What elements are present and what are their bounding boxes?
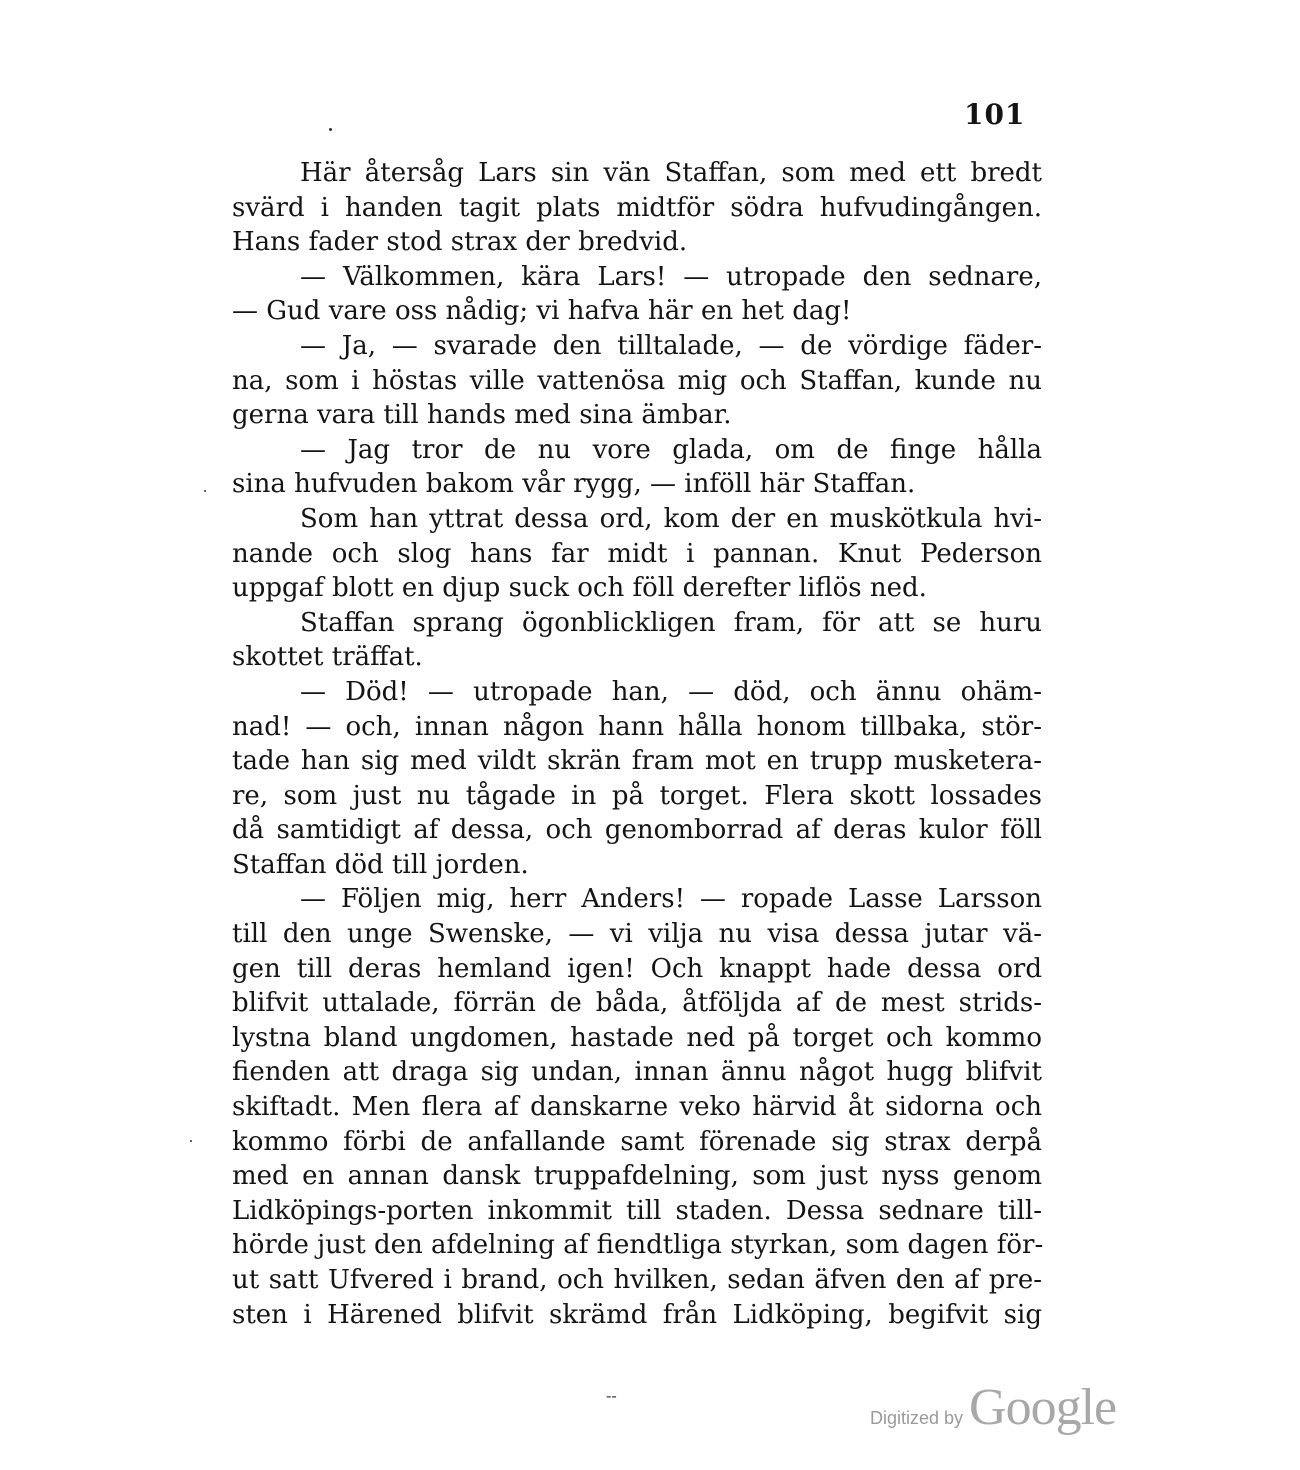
text-line: uppgaf blott en djup suck och föll derefter liflös ned. bbox=[232, 573, 927, 604]
text-line: gerna vara till hands med sina ämbar. bbox=[232, 400, 732, 431]
watermark-label: Digitized by bbox=[870, 1408, 964, 1428]
text-line: hörde just den afdelning af fiendtliga styrkan, som dagen för- bbox=[232, 1230, 1044, 1261]
text-line: — Följen mig, herr Anders! — ropade Lasse Larsson bbox=[300, 884, 1042, 915]
footer-mark: -- bbox=[606, 1386, 617, 1405]
text-line: — Död! — utropade han, — död, och ännu ohäm- bbox=[300, 676, 1042, 707]
google-logo: Google bbox=[969, 1379, 1117, 1436]
digitized-watermark bbox=[870, 1378, 1116, 1437]
text-line: re, som just nu tågade in på torget. Flera skott lossades bbox=[232, 780, 1042, 811]
text-line: Lidköpings-porten inkommit till staden. Dessa sednare till- bbox=[232, 1195, 1042, 1226]
text-line: tade han sig med vildt skrän fram mot en trupp musketera- bbox=[232, 746, 1042, 777]
text-line: — Jag tror de nu vore glada, om de finge hålla bbox=[300, 434, 1042, 465]
text-line: nande och slog hans far midt i pannan. Knut Pederson bbox=[232, 538, 1042, 569]
text-line: lystna bland ungdomen, hastade ned på torget och kommo bbox=[232, 1022, 1042, 1053]
text-line: svärd i handen tagit plats midtför södra hufvudingången. bbox=[232, 192, 1042, 223]
text-line: till den unge Swenske, — vi vilja nu visa dessa jutar vä- bbox=[232, 919, 1042, 950]
ink-speck bbox=[190, 1140, 192, 1142]
page-number: 101 bbox=[964, 98, 1026, 131]
text-line: Staffan död till jorden. bbox=[232, 849, 529, 880]
text-line: sten i Härened blifvit skrämd från Lidköping, begifvit sig bbox=[232, 1299, 1042, 1330]
text-line: Här återsåg Lars sin vän Staffan, som med ett bredt bbox=[300, 158, 1042, 188]
text-line: — Ja, — svarade den tilltalade, — de vördige fäder- bbox=[300, 330, 1042, 361]
text-line: — Gud vare oss nådig; vi hafva här en het dag! bbox=[232, 296, 852, 327]
text-line: — Välkommen, kära Lars! — utropade den sednare, bbox=[300, 261, 1042, 292]
ink-speck bbox=[204, 490, 206, 492]
body-text bbox=[232, 156, 1042, 1332]
text-line: då samtidigt af dessa, och genomborrad af deras kulor föll bbox=[232, 815, 1042, 846]
text-line: nad! — och, innan någon hann hålla honom tillbaka, stör- bbox=[232, 711, 1042, 742]
text-line: blifvit uttalade, förrän de båda, åtföljda af de mest strids- bbox=[232, 988, 1042, 1019]
ink-speck bbox=[329, 128, 332, 131]
text-line: gen till deras hemland igen! Och knappt hade dessa ord bbox=[232, 953, 1042, 984]
text-line: Staffan sprang ögonblickligen fram, för att se huru bbox=[300, 607, 1042, 638]
text-line: sina hufvuden bakom vår rygg, — inföll här Staffan. bbox=[232, 469, 916, 500]
text-line: ut satt Ufvered i brand, och hvilken, sedan äfven den af pre- bbox=[232, 1265, 1042, 1295]
text-line: Som han yttrat dessa ord, kom der en muskötkula hvi- bbox=[300, 503, 1042, 534]
text-line: fienden att draga sig undan, innan ännu något hugg blifvit bbox=[232, 1057, 1042, 1088]
text-line: na, som i höstas ville vattenösa mig och Staffan, kunde nu bbox=[232, 365, 1042, 396]
text-line: kommo förbi de anfallande samt förenade sig strax derpå bbox=[232, 1126, 1042, 1157]
text-line: med en annan dansk truppafdelning, som just nyss genom bbox=[232, 1161, 1042, 1192]
text-line: Hans fader stod strax der bredvid. bbox=[232, 227, 688, 258]
text-line: skottet träffat. bbox=[232, 642, 423, 673]
text-line: skiftadt. Men flera af danskarne veko härvid åt sidorna och bbox=[232, 1092, 1042, 1123]
